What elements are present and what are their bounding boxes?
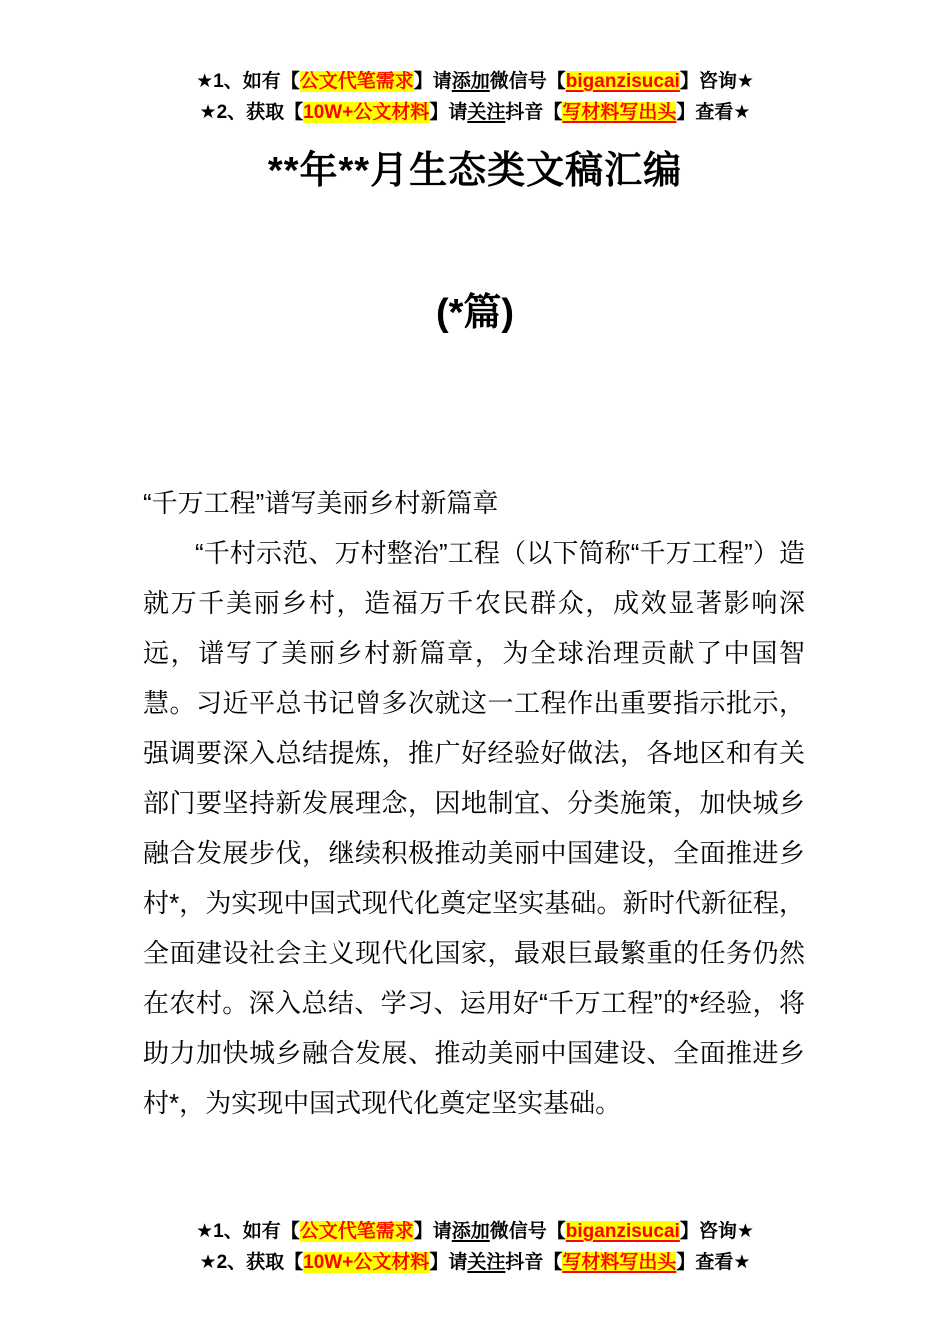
promo-underline-follow: 关注 <box>467 1252 506 1273</box>
promo-text-prefix: ★1、如有【 <box>196 71 300 92</box>
promo-highlight-writing-service: 公文代笔需求 <box>299 1221 414 1242</box>
promo-highlight-wechat-id: biganzisucai <box>565 71 680 92</box>
promo-footer-line-1 <box>0 1216 950 1247</box>
promo-footer-line-2 <box>0 1247 950 1278</box>
promo-highlight-writing-service: 公文代笔需求 <box>299 71 414 92</box>
article-body <box>143 478 805 1128</box>
promo-text-suffix: 】咨询★ <box>679 1221 754 1242</box>
promo-header <box>0 66 950 128</box>
promo-header-line-1 <box>0 66 950 97</box>
promo-footer <box>0 1216 950 1278</box>
promo-highlight-materials: 10W+公文材料 <box>303 102 430 123</box>
promo-highlight-douyin-id: 写材料写出头 <box>562 1252 677 1273</box>
promo-text-suffix: 】咨询★ <box>679 71 754 92</box>
promo-text-mid2: 抖音【 <box>505 102 563 123</box>
promo-text-prefix: ★2、获取【 <box>199 102 304 123</box>
promo-text-suffix: 】查看★ <box>676 1252 751 1273</box>
promo-underline-add: 添加 <box>451 71 490 92</box>
document-title: **年**月生态类文稿汇编 <box>267 150 683 192</box>
promo-text-prefix: ★2、获取【 <box>199 1252 304 1273</box>
promo-text-mid: 】请 <box>413 1221 452 1242</box>
promo-highlight-wechat-id: biganzisucai <box>565 1221 680 1242</box>
promo-header-line-2 <box>0 97 950 128</box>
promo-underline-add: 添加 <box>451 1221 490 1242</box>
promo-text-mid: 】请 <box>429 102 468 123</box>
promo-text-prefix: ★1、如有【 <box>196 1221 300 1242</box>
article-count: (*篇) <box>435 292 515 334</box>
promo-text-mid2: 抖音【 <box>505 1252 563 1273</box>
promo-text-mid2: 微信号【 <box>489 1221 566 1242</box>
article-heading: “千万工程”谱写美丽乡村新篇章 <box>143 488 499 518</box>
promo-highlight-douyin-id: 写材料写出头 <box>562 102 677 123</box>
promo-highlight-materials: 10W+公文材料 <box>303 1252 430 1273</box>
promo-text-mid: 】请 <box>429 1252 468 1273</box>
promo-underline-follow: 关注 <box>467 102 506 123</box>
article-paragraph: “千村示范、万村整治”工程（以下简称“千万工程”）造就万千美丽乡村，造福万千农民群众，成效显著影响深远，谱写了美丽乡村新篇章，为全球治理贡献了中国智慧。习近平总书记曾多次就这一工程作出重要指示批示，强调要深入总结提炼，推广好经验好做法，各地区和有关部门要坚持新发展理念，因地制宜、分类施策，加快城乡融合发展步伐，继续积极推动美丽中国建设，全面推进乡村*，为实现中国式现代化奠定坚实基础。新时代新征程，全面建设社会主义现代化国家，最艰巨最繁重的任务仍然在农村。深入总结、学习、运用好“千万工程”的*经验，将助力加快城乡融合发展、推动美丽中国建设、全面推进乡村*，为实现中国式现代化奠定坚实基础。 <box>143 538 805 1118</box>
promo-text-mid2: 微信号【 <box>489 71 566 92</box>
promo-text-suffix: 】查看★ <box>676 102 751 123</box>
promo-text-mid: 】请 <box>413 71 452 92</box>
